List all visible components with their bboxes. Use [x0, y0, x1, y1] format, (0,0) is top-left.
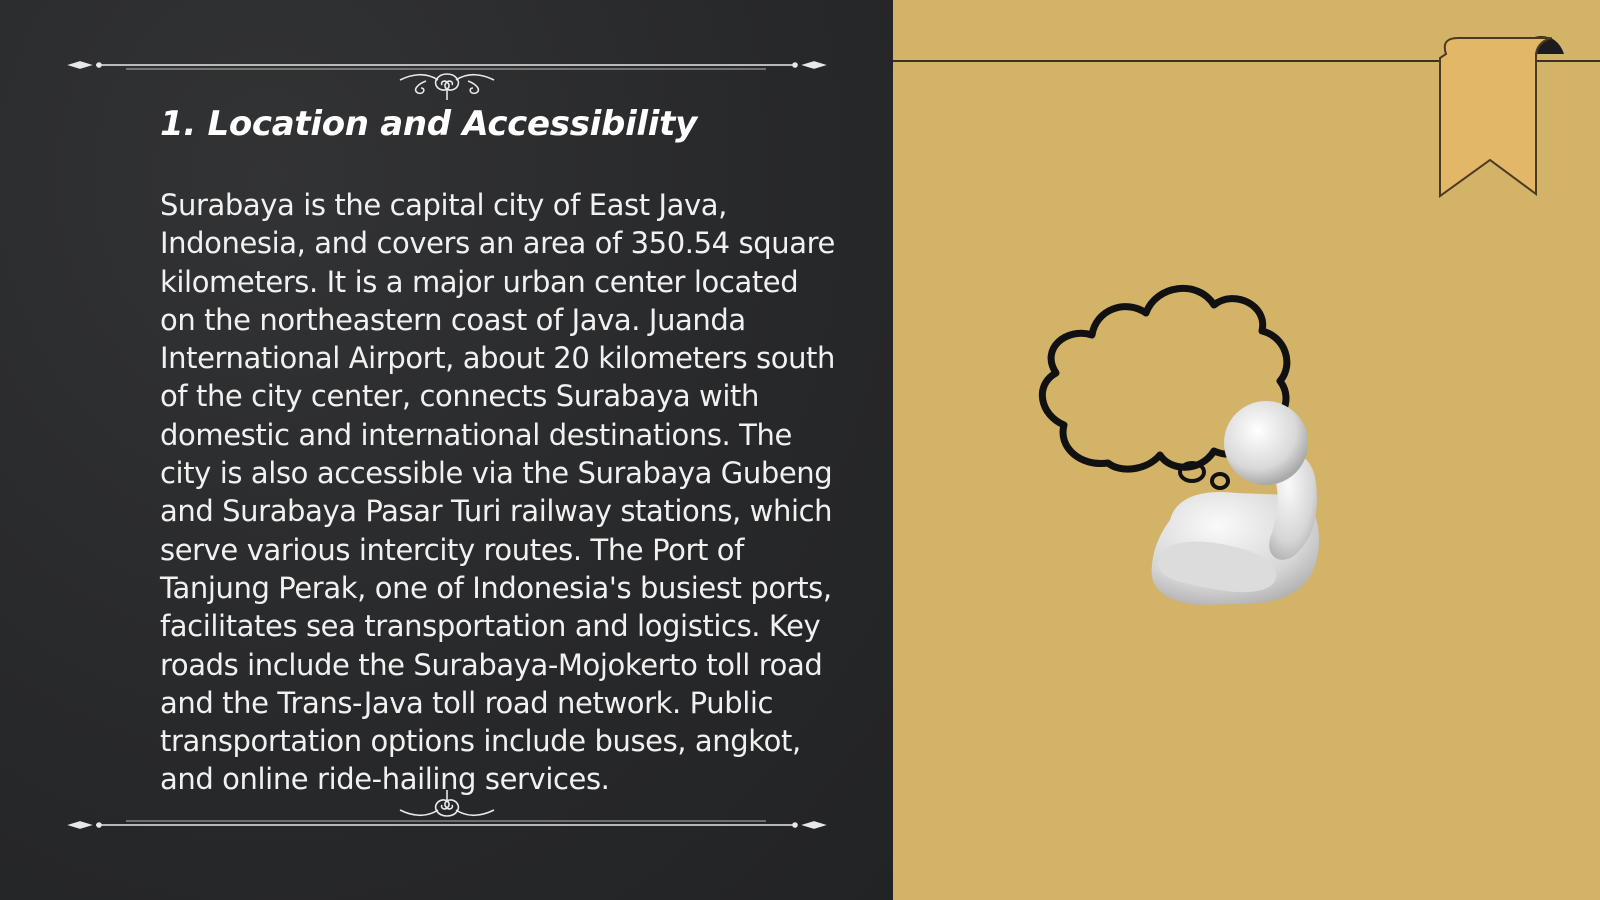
- thinking-person-icon: [1030, 275, 1350, 615]
- bookmark-ribbon-icon: [1432, 34, 1582, 204]
- ornamental-divider-icon: [66, 780, 828, 830]
- slide-title: 1. Location and Accessibility: [160, 104, 697, 144]
- slide-body-text: Surabaya is the capital city of East Java, Indonesia, and covers an area of 350.54 square kilometers. It is a major urban center located on the northeastern coast of Java. Juanda International Airport, about 20 kilometers south of the city center, connects Surabaya with domestic and international destinations. The city is also accessible via the Surabaya Gubeng and Surabaya Pasar Turi railway stations, which serve various intercity routes. The Port of Tanjung Perak, one of Indonesia's busiest ports, facilitates sea transportation and logistics. Key roads include the Surabaya-Mojokerto toll road and the Trans-Java toll road network. Public transportation options include buses, angkot, and online ride-hailing services.: [160, 188, 836, 797]
- ornamental-divider-icon: [66, 50, 828, 100]
